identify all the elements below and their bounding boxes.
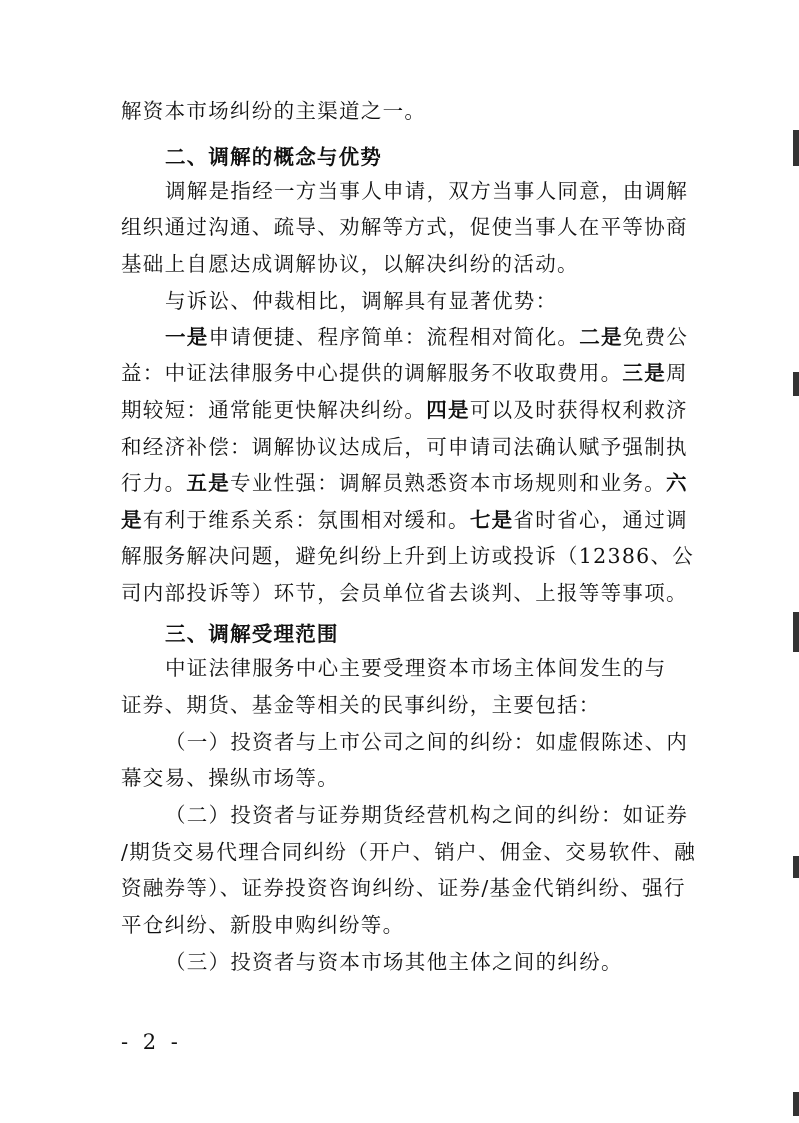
list-item-line: （二）投资者与证券期货经营机构之间的纠纷：如证券: [165, 803, 689, 827]
scan-artifact: [793, 1092, 799, 1116]
bold-marker: 三是: [622, 361, 667, 385]
page-number: - 2 -: [121, 1030, 182, 1054]
bold-marker: 四是: [426, 398, 470, 422]
scan-artifact: [793, 372, 799, 396]
bold-marker: 是: [121, 508, 143, 532]
paragraph-line: 是有利于维系关系：氛围相对缓和。七是省时省心，通过调: [121, 508, 688, 532]
paragraph-line: 解服务解决问题，避免纠纷上升到上访或投诉（12386、公: [121, 544, 695, 568]
paragraph-line: 一是申请便捷、程序简单：流程相对简化。二是免费公: [165, 325, 689, 349]
paragraph-line: 解资本市场纠纷的主渠道之一。: [121, 99, 427, 123]
paragraph-line: 行力。五是专业性强：调解员熟悉资本市场规则和业务。六: [121, 471, 688, 495]
paragraph-line: 组织通过沟通、疏导、劝解等方式，促使当事人在平等协商: [121, 215, 688, 239]
section-heading: 二、调解的概念与优势: [165, 145, 382, 169]
paragraph-line: 调解是指经一方当事人申请，双方当事人同意，由调解: [165, 179, 689, 203]
bold-marker: 五是: [186, 471, 231, 495]
paragraph-line: 和经济补偿：调解协议达成后，可申请司法确认赋予强制执: [121, 435, 688, 459]
paragraph-line: 期较短：通常能更快解决纠纷。四是可以及时获得权利救济: [121, 398, 688, 422]
scan-artifact: [793, 856, 799, 878]
paragraph-line: 与诉讼、仲裁相比，调解具有显著优势：: [165, 289, 558, 313]
bold-marker: 二是: [579, 325, 623, 349]
section-heading: 三、调解受理范围: [165, 622, 339, 646]
list-item-line: /期货交易代理合同纠纷（开户、销户、佣金、交易软件、融: [121, 840, 697, 864]
list-item-line: 幕交易、操纵市场等。: [121, 766, 339, 790]
paragraph-line: 益：中证法律服务中心提供的调解服务不收取费用。三是周: [121, 361, 688, 385]
bold-marker: 六: [666, 471, 688, 495]
paragraph-line: 司内部投诉等）环节，会员单位省去谈判、上报等等事项。: [121, 581, 688, 605]
bold-marker: 一是: [165, 325, 209, 349]
paragraph-line: 中证法律服务中心主要受理资本市场主体间发生的与: [165, 656, 667, 680]
scan-artifact: [793, 130, 799, 166]
list-item-line: （一）投资者与上市公司之间的纠纷：如虚假陈述、内: [165, 730, 689, 754]
list-item-line: 平仓纠纷、新股申购纠纷等。: [121, 913, 405, 937]
list-item-line: （三）投资者与资本市场其他主体之间的纠纷。: [165, 950, 623, 974]
scan-artifact: [793, 612, 799, 652]
bold-marker: 七是: [469, 508, 514, 532]
list-item-line: 资融券等）、证券投资咨询纠纷、证券/基金代销纠纷、强行: [121, 876, 686, 900]
paragraph-line: 基础上自愿达成调解协议，以解决纠纷的活动。: [121, 252, 579, 276]
paragraph-line: 证券、期货、基金等相关的民事纠纷，主要包括：: [121, 693, 601, 717]
